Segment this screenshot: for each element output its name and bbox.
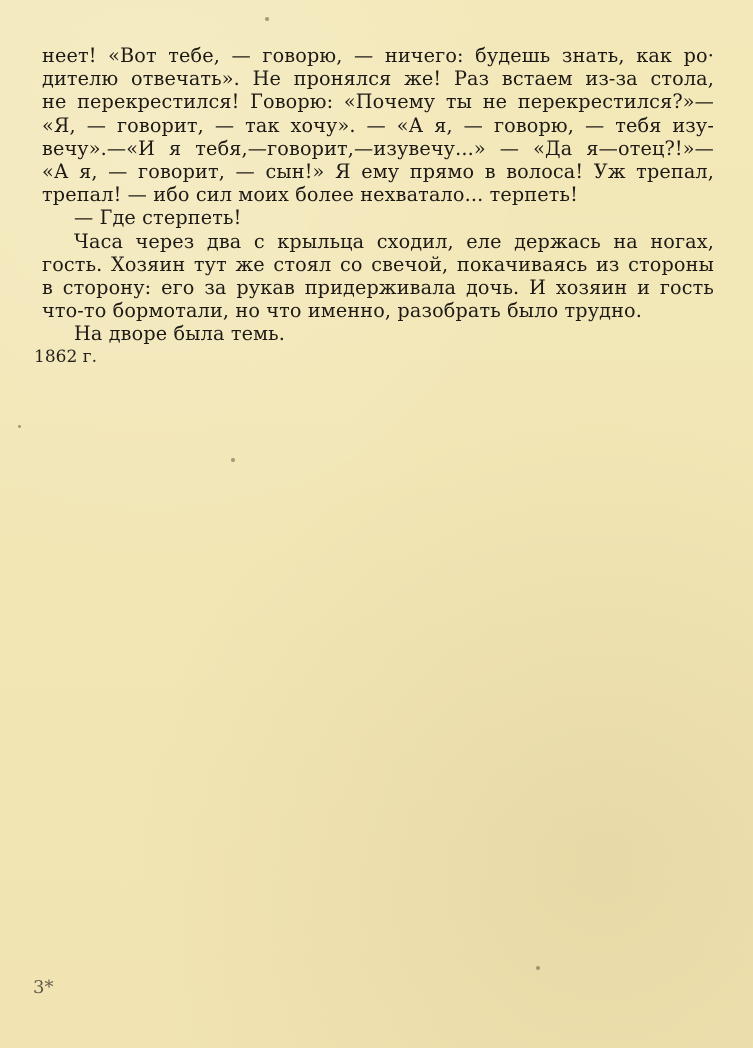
date-line: 1862 г. xyxy=(34,347,97,367)
paper-speck xyxy=(265,17,269,21)
text-line: что-то бормотали, но что именно, разобрать было трудно. xyxy=(42,299,643,323)
paper-speck xyxy=(536,966,540,970)
text-line: Часа через два с крыльца сходил, еле держась на ногах, xyxy=(74,229,714,253)
text-line: не перекрестился! Говорю: «Почему ты не перекрестился?»— xyxy=(42,90,714,114)
text-line: «А я, — говорит, — сын!» Я ему прямо в волоса! Уж трепал, xyxy=(42,160,714,184)
text-line: вечу».—«И я тебя,—говорит,—изувечу...» — «Да я—отец?!»— xyxy=(42,136,714,160)
signature-mark: 3* xyxy=(33,977,54,998)
paper-speck xyxy=(18,425,21,428)
text-line: «Я, — говорит, — так хочу». — «А я, — говорю, — тебя изу- xyxy=(42,113,714,137)
text-line: трепал! — ибо сил моих более нехватало... терпеть! xyxy=(42,183,578,207)
text-line: в сторону: его за рукав придерживала дочь. И хозяин и гость xyxy=(42,276,714,300)
text-line: — Где стерпеть! xyxy=(74,206,242,230)
text-line: дителю отвечать». Не пронялся же! Раз встаем из-за стола, xyxy=(42,67,714,91)
text-line: гость. Хозяин тут же стоял со свечой, покачиваясь из стороны xyxy=(42,252,714,276)
text-line: На дворе была темь. xyxy=(74,322,286,346)
main-text xyxy=(42,44,714,346)
text-line: неет! «Вот тебе, — говорю, — ничего: будешь знать, как ро· xyxy=(42,44,714,67)
paper-speck xyxy=(231,458,235,462)
